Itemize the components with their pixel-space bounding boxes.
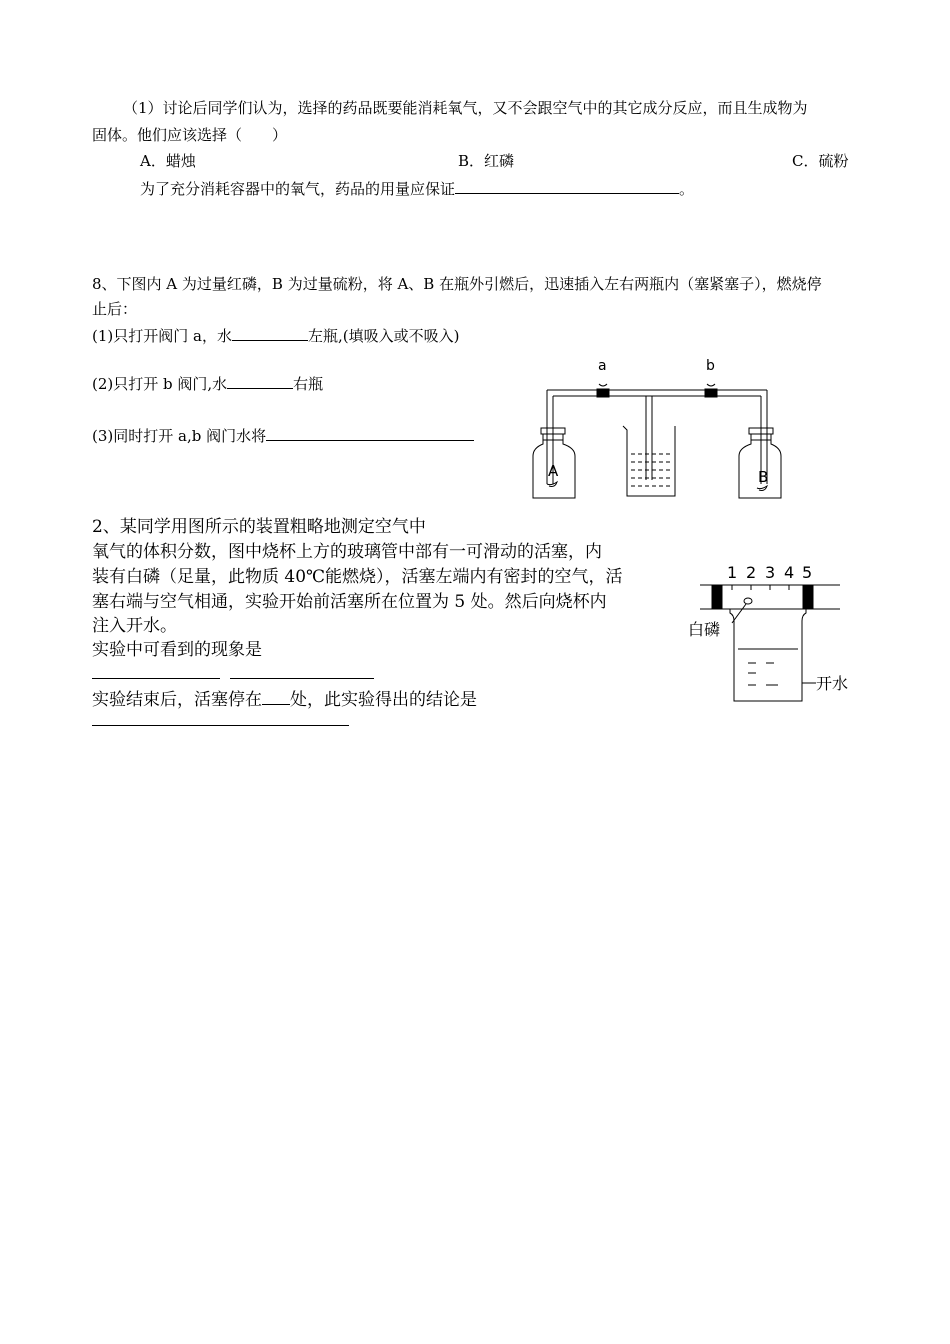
dosage-line (140, 177, 694, 199)
q8-apparatus-figure (525, 352, 795, 504)
valve-a-icon (597, 389, 609, 397)
q8-sub1-blank[interactable] (232, 324, 308, 341)
scale-5: 5 (802, 563, 813, 582)
q2-line8-pre: 实验结束后，活塞停在 (92, 690, 262, 710)
q8-sub3-pre: (3)同时打开 a,b 阀门水将 (92, 427, 267, 445)
q8-sub2-post: 右瓶 (293, 375, 324, 393)
q2-line8-post: 处，此实验得出的结论是 (290, 690, 477, 710)
valve-b-icon (705, 389, 717, 397)
q-prev-part1-line2: 固体。他们应该选择（ ） (92, 126, 288, 144)
beaker (623, 426, 675, 496)
q8-sub2-blank[interactable] (227, 372, 293, 389)
q8-sub2-pre: (2)只打开 b 阀门,水 (92, 375, 228, 393)
bottle-a-label: A (548, 462, 559, 480)
valve-a-label: a (598, 358, 607, 374)
bottle-b (739, 428, 781, 498)
q2-position-blank[interactable] (262, 686, 290, 705)
q8-sub3 (92, 424, 474, 446)
q2-line4: 塞右端与空气相通，实验开始前活塞所在位置为 5 处。然后向烧杯内 (92, 592, 607, 612)
bottle-a (533, 428, 575, 498)
q2-conclusion-blank[interactable] (92, 725, 349, 726)
scale-3: 3 (765, 563, 776, 582)
q8-sub1 (92, 324, 459, 346)
q2-line6: 实验中可看到的现象是 (92, 640, 262, 660)
q2-phenomenon-blank-2[interactable] (230, 678, 374, 679)
dosage-end: 。 (679, 180, 695, 198)
q2-phenomenon-blank-1[interactable] (92, 678, 220, 679)
option-a: A．蜡烛 (140, 152, 196, 170)
q8-stem-line1: 8、下图内 A 为过量红磷，B 为过量硫粉，将 A、B 在瓶外引燃后，迅速插入左右两瓶内（塞紧塞子），燃烧停 (92, 275, 822, 293)
q2-line5: 注入开水。 (92, 616, 177, 636)
dosage-blank[interactable] (455, 177, 679, 194)
q2-line1: 2、某同学用图所示的装置粗略地测定空气中 (92, 517, 426, 537)
q8-sub1-pre: (1)只打开阀门 a，水 (92, 327, 232, 345)
boiling-water-label: 开水 (816, 674, 849, 693)
q2-piston-figure (682, 555, 852, 710)
option-c: C．硫粉 (792, 152, 849, 170)
q8-sub3-blank[interactable] (266, 424, 474, 441)
dosage-text: 为了充分消耗容器中的氧气，药品的用量应保证 (140, 180, 456, 198)
bottle-b-label: B (758, 468, 769, 486)
scale-4: 4 (784, 563, 795, 582)
q2-line2: 氧气的体积分数，图中烧杯上方的玻璃管中部有一可滑动的活塞，内 (92, 542, 602, 562)
scale-1: 1 (727, 563, 738, 582)
valve-b-label: b (706, 358, 715, 374)
q2-line3: 装有白磷（足量，此物质 40℃能燃烧），活塞左端内有密封的空气，活 (92, 567, 623, 587)
piston (803, 585, 813, 609)
left-stopper (712, 585, 722, 609)
q-prev-part1-line1: （1）讨论后同学们认为，选择的药品既要能消耗氧气，又不会跟空气中的其它成分反应，而且生成物为 (123, 99, 808, 117)
white-phosphorus-label: 白磷 (688, 620, 721, 639)
scale-2: 2 (746, 563, 757, 582)
q2-line8 (92, 686, 477, 712)
option-b: B．红磷 (458, 152, 515, 170)
q8-sub1-post: 左瓶,(填吸入或不吸入) (307, 327, 460, 345)
q8-sub2 (92, 372, 323, 394)
q8-stem-line2: 止后： (92, 300, 138, 318)
white-phosphorus-icon (744, 598, 752, 604)
